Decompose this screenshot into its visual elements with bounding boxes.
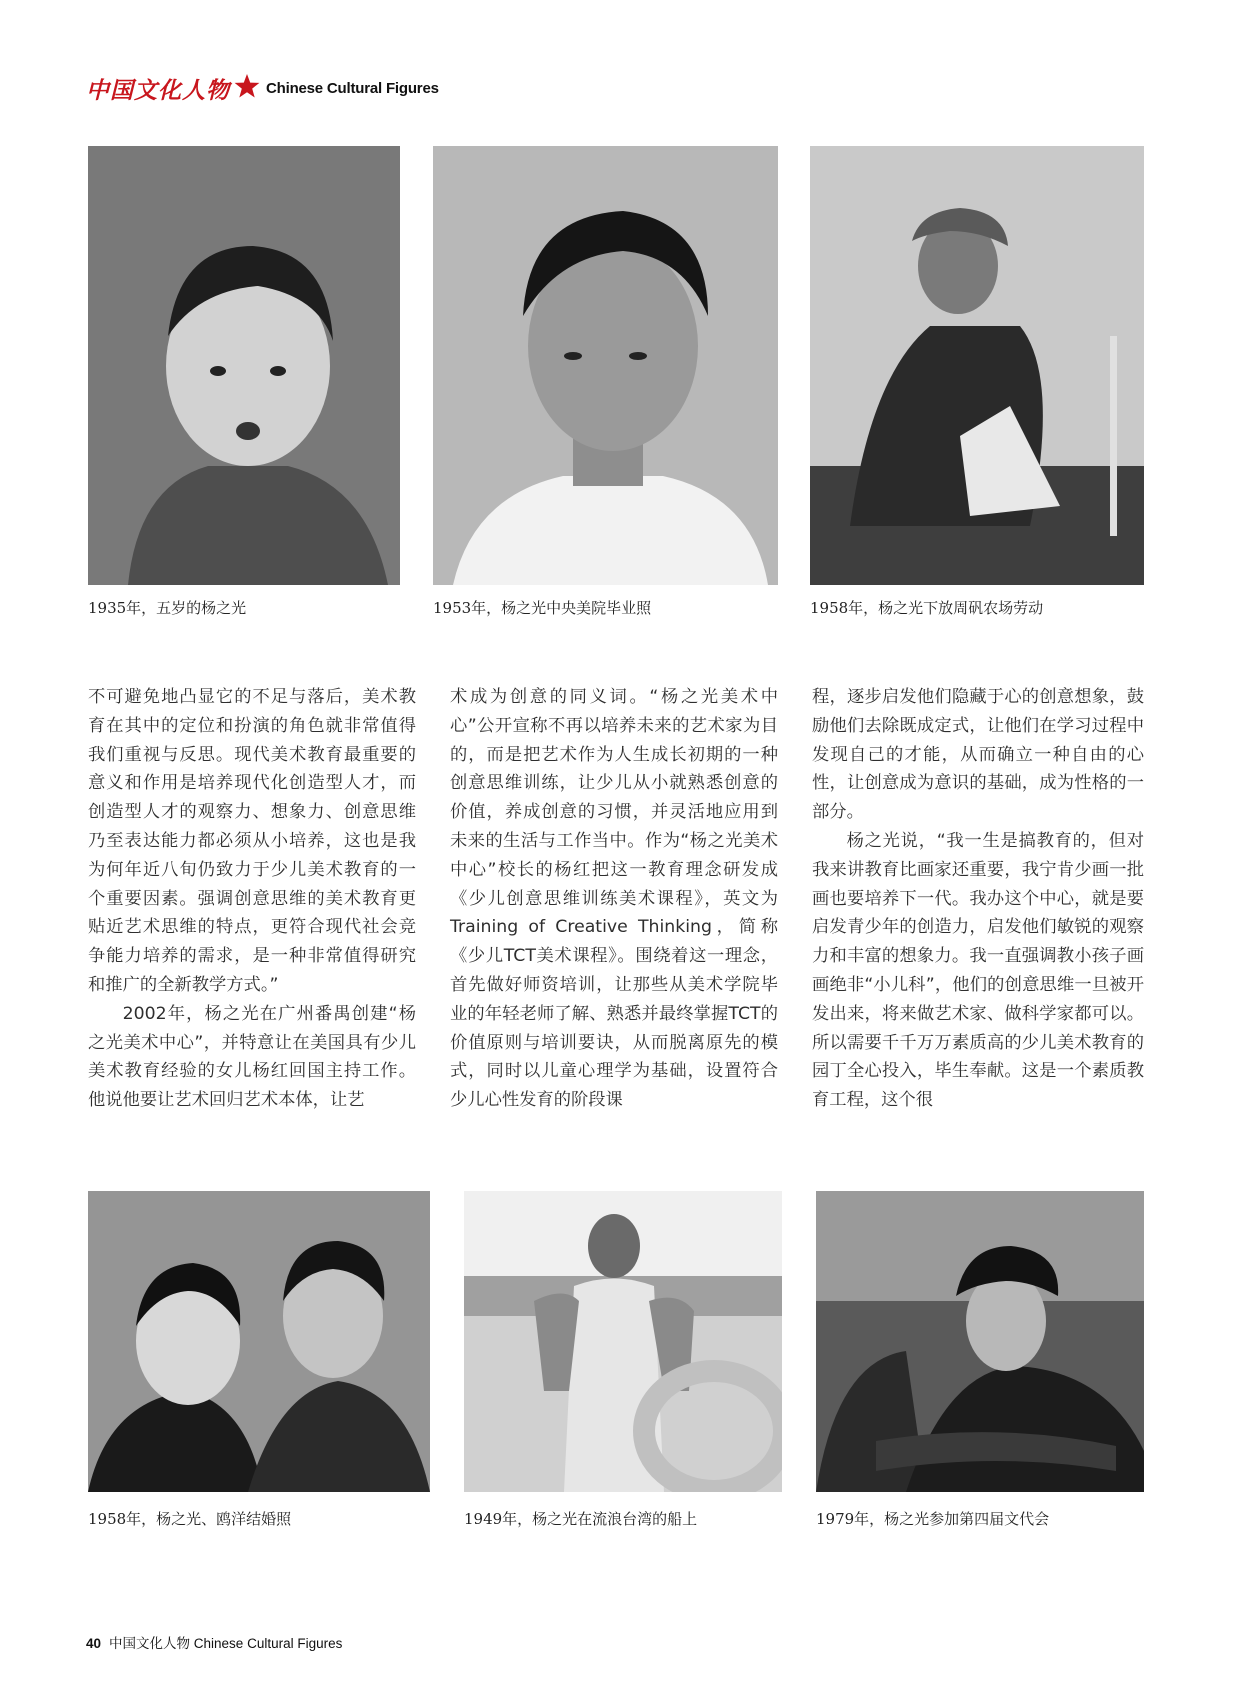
article-column-3: [812, 683, 1144, 1115]
footer-magazine-name: 中国文化人物 Chinese Cultural Figures: [109, 1636, 343, 1651]
article-paragraph: 不可避免地凸显它的不足与落后，美术教育在其中的定位和扮演的角色就非常值得我们重视与反思。现代美术教育最重要的意义和作用是培养现代化创造型人才，而创造型人才的观察力、想象力、创意思维乃至表达能力都必须从小培养，这也是我为何年近八旬仍致力于少儿美术教育的一个重要因素。强调创意思维的美术教育更贴近艺术思维的特点，更符合现代社会竞争能力培养的需求，是一种非常值得研究和推广的全新教学方式。”: [88, 687, 416, 995]
photo-caption: 1958年，杨之光、鸥洋结婚照: [88, 1510, 292, 1528]
magazine-title-en: Chinese Cultural Figures: [266, 79, 439, 97]
photo-wedding-1958: [88, 1191, 430, 1492]
article-paragraph: 杨之光说，“我一生是搞教育的，但对我来讲教育比画家还重要，我宁肯少画一批画也要培养下一代。我办这个中心，就是要启发青少年的创造力，启发他们敏锐的观察力和丰富的想象力。我一直强调教小孩子画画绝非“小儿科”，他们的创意思维一旦被开发出来，将来做艺术家、做科学家都可以。所以需要千千万万素质高的少儿美术教育的园丁全心投入，毕生奉献。这是一个素质教育工程，这个很: [812, 830, 1144, 1111]
photo-caption: 1979年，杨之光参加第四届文代会: [816, 1510, 1050, 1528]
photo-ship-1949: [464, 1191, 782, 1492]
magazine-title-zh: 中国文化人物: [86, 76, 230, 104]
article-column-2: [450, 683, 778, 1115]
photo-congress-1979: [816, 1191, 1144, 1492]
photo-child-1935: [88, 146, 400, 585]
photo-caption: 1935年，五岁的杨之光: [88, 599, 247, 617]
photo-caption: 1958年，杨之光下放周矾农场劳动: [810, 599, 1044, 617]
article-paragraph: 2002年，杨之光在广州番禺创建“杨之光美术中心”，并特意让在美国具有少儿美术教育经验的女儿杨红回国主持工作。他说他要让艺术回归艺术本体，让艺: [88, 1003, 416, 1111]
photo-graduation-1953: [433, 146, 778, 585]
magazine-header: [86, 68, 439, 108]
photo-caption: 1953年，杨之光中央美院毕业照: [433, 599, 652, 617]
star-icon: [234, 73, 260, 103]
page-footer: [86, 1632, 342, 1652]
page-number: 40: [86, 1636, 102, 1651]
article-paragraph: 程，逐步启发他们隐藏于心的创意想象，鼓励他们去除既成定式，让他们在学习过程中发现自己的才能，从而确立一种自由的心性，让创意成为意识的基础，成为性格的一部分。: [812, 687, 1144, 823]
photo-farm-1958: [810, 146, 1144, 585]
article-column-1: [88, 683, 416, 1115]
photo-caption: 1949年，杨之光在流浪台湾的船上: [464, 1510, 698, 1528]
article-paragraph: 术成为创意的同义词。“杨之光美术中心”公开宣称不再以培养未来的艺术家为目的，而是把艺术作为人生成长初期的一种创意思维训练，让少儿从小就熟悉创意的价值，养成创意的习惯，并灵活地应用到未来的生活与工作当中。作为“杨之光美术中心”校长的杨红把这一教育理念研发成《少儿创意思维训练美术课程》，英文为Training of Creative Thinking，简称《少儿TCT美术课程》。围绕着这一理念，首先做好师资培训，让那些从美术学院毕业的年轻老师了解、熟悉并最终掌握TCT的价值原则与培训要诀，从而脱离原先的模式，同时以儿童心理学为基础，设置符合少儿心性发育的阶段课: [450, 687, 778, 1111]
